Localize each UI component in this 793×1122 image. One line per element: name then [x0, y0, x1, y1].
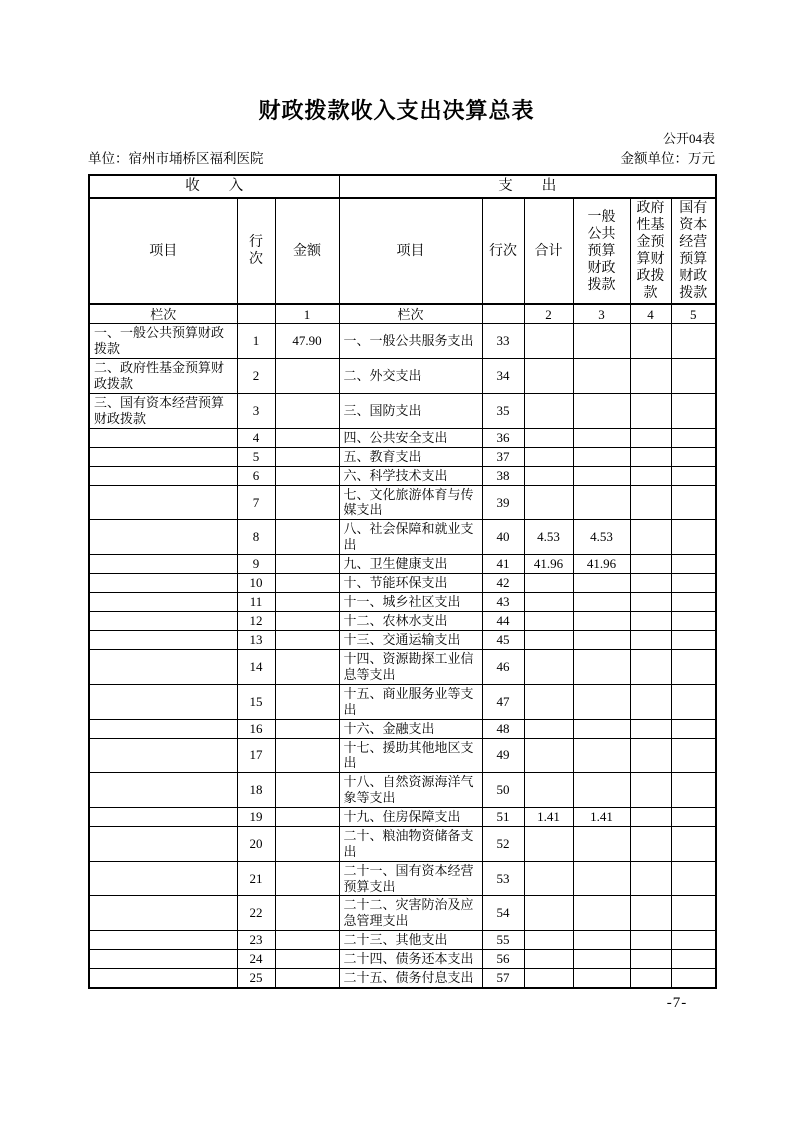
table-row [89, 773, 716, 808]
table-cell [671, 650, 716, 685]
table-row [89, 324, 716, 359]
table-cell [573, 359, 630, 394]
table-cell: 七、文化旅游体育与传媒支出 [339, 485, 482, 520]
table-row [89, 950, 716, 969]
table-cell: 14 [237, 650, 275, 685]
col-header-gov-fund-label: 政府性基金预算财政拨款 [636, 201, 665, 302]
table-cell [89, 447, 237, 466]
table-cell [630, 631, 671, 650]
table-cell [630, 738, 671, 773]
table-cell [275, 555, 339, 574]
table-cell: 46 [482, 650, 524, 685]
table-cell: 二十二、灾害防治及应急管理支出 [339, 896, 482, 931]
table-cell: 十六、金融支出 [339, 719, 482, 738]
table-cell: 一、一般公共预算财政拨款 [89, 324, 237, 359]
table-cell: 25 [237, 969, 275, 989]
table-cell: 16 [237, 719, 275, 738]
table-row [89, 896, 716, 931]
table-cell: 52 [482, 826, 524, 861]
table-cell: 57 [482, 969, 524, 989]
col-header-gov-fund [630, 198, 671, 304]
table-row [89, 650, 716, 685]
table-cell: 十五、商业服务业等支出 [339, 684, 482, 719]
table-row [89, 807, 716, 826]
table-cell: 3 [237, 393, 275, 428]
table-cell: 三、国防支出 [339, 393, 482, 428]
table-cell [573, 393, 630, 428]
table-cell: 八、社会保障和就业支出 [339, 520, 482, 555]
table-cell [524, 931, 573, 950]
table-row [89, 826, 716, 861]
table-cell [275, 650, 339, 685]
table-cell [671, 684, 716, 719]
table-cell [573, 684, 630, 719]
table-cell [671, 631, 716, 650]
table-cell: 二十四、债务还本支出 [339, 950, 482, 969]
table-cell: 7 [237, 485, 275, 520]
table-cell [671, 428, 716, 447]
table-cell [573, 719, 630, 738]
table-cell [573, 650, 630, 685]
table-cell [524, 738, 573, 773]
table-cell: 47.90 [275, 324, 339, 359]
table-cell: 十三、交通运输支出 [339, 631, 482, 650]
table-cell [573, 969, 630, 989]
table-cell [524, 950, 573, 969]
col-header-state-capital-label: 国有资本经营预算财政拨款 [679, 201, 708, 302]
table-cell: 二十一、国有资本经营预算支出 [339, 861, 482, 896]
table-cell: 34 [482, 359, 524, 394]
table-cell [630, 485, 671, 520]
column-index-cell: 1 [275, 304, 339, 324]
table-cell [275, 950, 339, 969]
table-cell: 六、科学技术支出 [339, 466, 482, 485]
table-cell [275, 631, 339, 650]
table-cell: 49 [482, 738, 524, 773]
table-row [89, 969, 716, 989]
table-cell [630, 684, 671, 719]
table-cell: 44 [482, 612, 524, 631]
table-cell: 1.41 [573, 807, 630, 826]
col-header-general-budget-label: 一般公共预算财政拨款 [587, 209, 616, 293]
table-cell [630, 574, 671, 593]
table-cell: 41 [482, 555, 524, 574]
table-cell [275, 861, 339, 896]
table-cell [89, 466, 237, 485]
table-cell [89, 826, 237, 861]
page-title: 财政拨款收入支出决算总表 [258, 98, 535, 123]
table-cell: 55 [482, 931, 524, 950]
col-header-state-capital [671, 198, 716, 304]
table-cell [89, 896, 237, 931]
table-cell: 21 [237, 861, 275, 896]
table-cell [524, 896, 573, 931]
table-cell [671, 324, 716, 359]
table-cell [630, 520, 671, 555]
column-index-cell: 4 [630, 304, 671, 324]
table-cell: 42 [482, 574, 524, 593]
table-cell [89, 428, 237, 447]
table-cell [524, 826, 573, 861]
table-cell [524, 773, 573, 808]
table-cell [89, 969, 237, 989]
table-cell: 十、节能环保支出 [339, 574, 482, 593]
table-cell [630, 359, 671, 394]
table-cell [630, 861, 671, 896]
table-cell [671, 593, 716, 612]
table-row [89, 466, 716, 485]
table-cell [671, 574, 716, 593]
table-cell: 45 [482, 631, 524, 650]
table-cell [89, 719, 237, 738]
table-cell: 4.53 [573, 520, 630, 555]
table-cell [275, 931, 339, 950]
table-cell [89, 485, 237, 520]
table-cell: 53 [482, 861, 524, 896]
table-cell: 22 [237, 896, 275, 931]
table-cell [89, 593, 237, 612]
fiscal-summary-table [88, 174, 717, 989]
table-cell: 二十三、其他支出 [339, 931, 482, 950]
table-cell [630, 650, 671, 685]
table-cell: 15 [237, 684, 275, 719]
table-cell [671, 447, 716, 466]
table-cell [275, 773, 339, 808]
table-cell [630, 969, 671, 989]
table-cell [573, 826, 630, 861]
table-cell [671, 807, 716, 826]
table-cell [524, 969, 573, 989]
column-header-row [89, 198, 716, 304]
table-cell: 二、外交支出 [339, 359, 482, 394]
table-cell: 一、一般公共服务支出 [339, 324, 482, 359]
table-cell [671, 555, 716, 574]
table-row [89, 520, 716, 555]
table-cell: 50 [482, 773, 524, 808]
table-cell: 47 [482, 684, 524, 719]
table-cell [275, 574, 339, 593]
table-cell [275, 807, 339, 826]
table-cell: 17 [237, 738, 275, 773]
table-cell [573, 324, 630, 359]
table-cell [275, 826, 339, 861]
table-cell [89, 574, 237, 593]
table-cell: 54 [482, 896, 524, 931]
table-cell [630, 428, 671, 447]
expense-section-header: 支 出 [339, 175, 716, 198]
table-row [89, 359, 716, 394]
table-cell: 39 [482, 485, 524, 520]
table-row [89, 593, 716, 612]
table-cell [573, 631, 630, 650]
table-cell [573, 447, 630, 466]
table-cell: 12 [237, 612, 275, 631]
table-row [89, 684, 716, 719]
table-cell [630, 931, 671, 950]
table-cell [573, 485, 630, 520]
table-cell [524, 485, 573, 520]
table-cell [275, 738, 339, 773]
page-number: -7- [666, 995, 688, 1011]
table-row [89, 719, 716, 738]
table-cell [573, 466, 630, 485]
column-index-cell: 栏次 [339, 304, 482, 324]
table-cell [630, 719, 671, 738]
table-cell [524, 393, 573, 428]
table-cell [275, 719, 339, 738]
table-cell: 19 [237, 807, 275, 826]
table-cell: 十一、城乡社区支出 [339, 593, 482, 612]
table-cell [630, 593, 671, 612]
col-header-income-line-label: 行次 [249, 235, 263, 268]
table-body [89, 324, 716, 988]
table-cell: 23 [237, 931, 275, 950]
table-row [89, 931, 716, 950]
table-cell: 38 [482, 466, 524, 485]
table-cell [630, 826, 671, 861]
table-cell [89, 631, 237, 650]
table-cell [573, 896, 630, 931]
table-cell [275, 969, 339, 989]
meta-line [88, 150, 715, 168]
table-cell [275, 520, 339, 555]
table-cell [275, 447, 339, 466]
table-cell [630, 612, 671, 631]
table-cell [671, 359, 716, 394]
table-cell [89, 738, 237, 773]
column-index-cell: 3 [573, 304, 630, 324]
table-cell [671, 773, 716, 808]
table-row [89, 631, 716, 650]
table-cell [573, 612, 630, 631]
table-cell [524, 324, 573, 359]
table-row [89, 447, 716, 466]
table-cell [89, 861, 237, 896]
table-cell [524, 631, 573, 650]
table-cell: 5 [237, 447, 275, 466]
table-cell: 4 [237, 428, 275, 447]
table-cell: 48 [482, 719, 524, 738]
col-header-expense-total: 合计 [524, 198, 573, 304]
table-cell [671, 931, 716, 950]
table-cell: 二十五、债务付息支出 [339, 969, 482, 989]
table-cell [671, 969, 716, 989]
table-cell [524, 447, 573, 466]
table-cell [89, 773, 237, 808]
table-cell: 41.96 [524, 555, 573, 574]
table-cell [89, 520, 237, 555]
table-cell [671, 393, 716, 428]
column-index-cell: 5 [671, 304, 716, 324]
table-row [89, 574, 716, 593]
table-cell: 13 [237, 631, 275, 650]
table-cell [573, 931, 630, 950]
table-cell: 九、卫生健康支出 [339, 555, 482, 574]
amount-unit-label: 金额单位：万元 [620, 151, 715, 166]
table-cell [89, 950, 237, 969]
table-cell [671, 738, 716, 773]
table-cell [524, 574, 573, 593]
table-cell [573, 861, 630, 896]
table-cell [573, 738, 630, 773]
table-cell: 33 [482, 324, 524, 359]
column-index-cell: 栏次 [89, 304, 237, 324]
table-cell [275, 393, 339, 428]
table-cell: 41.96 [573, 555, 630, 574]
table-cell [573, 773, 630, 808]
table-cell: 43 [482, 593, 524, 612]
table-cell [524, 466, 573, 485]
table-cell [573, 574, 630, 593]
table-cell: 37 [482, 447, 524, 466]
table-cell: 二、政府性基金预算财政拨款 [89, 359, 237, 394]
table-cell [524, 359, 573, 394]
table-row [89, 861, 716, 896]
unit-label: 单位：宿州市埇桥区福利医院 [88, 151, 264, 166]
table-row [89, 393, 716, 428]
table-cell: 9 [237, 555, 275, 574]
table-cell: 36 [482, 428, 524, 447]
table-row [89, 428, 716, 447]
table-cell [630, 393, 671, 428]
table-cell: 24 [237, 950, 275, 969]
table-row [89, 612, 716, 631]
table-cell [630, 447, 671, 466]
col-header-income-item: 项目 [89, 198, 237, 304]
table-cell [671, 719, 716, 738]
table-cell [275, 684, 339, 719]
table-cell: 40 [482, 520, 524, 555]
table-row [89, 738, 716, 773]
col-header-expense-item: 项目 [339, 198, 482, 304]
col-header-income-amount: 金额 [275, 198, 339, 304]
table-cell [671, 520, 716, 555]
table-cell: 2 [237, 359, 275, 394]
table-cell [671, 861, 716, 896]
table-cell [275, 896, 339, 931]
income-section-header: 收 入 [89, 175, 339, 198]
table-cell [573, 950, 630, 969]
table-row [89, 485, 716, 520]
table-cell [630, 896, 671, 931]
table-cell [524, 650, 573, 685]
table-cell [524, 593, 573, 612]
table-cell [275, 485, 339, 520]
table-cell [630, 555, 671, 574]
table-cell [89, 650, 237, 685]
table-cell [89, 555, 237, 574]
table-cell [89, 684, 237, 719]
table-cell [275, 428, 339, 447]
table-cell [89, 931, 237, 950]
col-header-expense-line: 行次 [482, 198, 524, 304]
table-cell: 三、国有资本经营预算财政拨款 [89, 393, 237, 428]
table-cell: 二十、粮油物资储备支出 [339, 826, 482, 861]
table-cell: 4.53 [524, 520, 573, 555]
table-cell: 十四、资源勘探工业信息等支出 [339, 650, 482, 685]
table-cell [630, 807, 671, 826]
table-cell [630, 466, 671, 485]
table-cell [671, 896, 716, 931]
table-cell [671, 826, 716, 861]
table-cell [524, 861, 573, 896]
column-index-row [89, 304, 716, 324]
table-cell [630, 950, 671, 969]
table-cell [275, 466, 339, 485]
table-cell: 十九、住房保障支出 [339, 807, 482, 826]
table-cell: 10 [237, 574, 275, 593]
table-cell: 十八、自然资源海洋气象等支出 [339, 773, 482, 808]
col-header-income-line [237, 198, 275, 304]
table-row [89, 555, 716, 574]
table-cell: 6 [237, 466, 275, 485]
table-cell [671, 466, 716, 485]
table-cell [671, 485, 716, 520]
table-cell: 十七、援助其他地区支出 [339, 738, 482, 773]
table-cell [524, 612, 573, 631]
table-cell [671, 612, 716, 631]
document-content [88, 131, 715, 989]
table-cell [89, 807, 237, 826]
table-cell [524, 684, 573, 719]
table-cell: 四、公共安全支出 [339, 428, 482, 447]
table-cell: 1 [237, 324, 275, 359]
table-cell [524, 428, 573, 447]
column-index-cell: 2 [524, 304, 573, 324]
table-cell: 20 [237, 826, 275, 861]
table-cell [630, 773, 671, 808]
table-cell: 35 [482, 393, 524, 428]
table-cell [275, 612, 339, 631]
table-cell: 51 [482, 807, 524, 826]
table-cell: 11 [237, 593, 275, 612]
table-cell: 8 [237, 520, 275, 555]
table-cell: 18 [237, 773, 275, 808]
table-cell [89, 612, 237, 631]
table-cell: 1.41 [524, 807, 573, 826]
table-cell: 56 [482, 950, 524, 969]
column-index-cell [237, 304, 275, 324]
table-cell: 十二、农林水支出 [339, 612, 482, 631]
table-cell [573, 428, 630, 447]
table-code: 公开04表 [662, 131, 715, 146]
col-header-general-budget [573, 198, 630, 304]
table-cell [671, 950, 716, 969]
table-cell [275, 593, 339, 612]
column-index-cell [482, 304, 524, 324]
section-header-row [89, 175, 716, 198]
table-cell: 五、教育支出 [339, 447, 482, 466]
table-cell [630, 324, 671, 359]
table-cell [573, 593, 630, 612]
table-cell [524, 719, 573, 738]
table-cell [275, 359, 339, 394]
